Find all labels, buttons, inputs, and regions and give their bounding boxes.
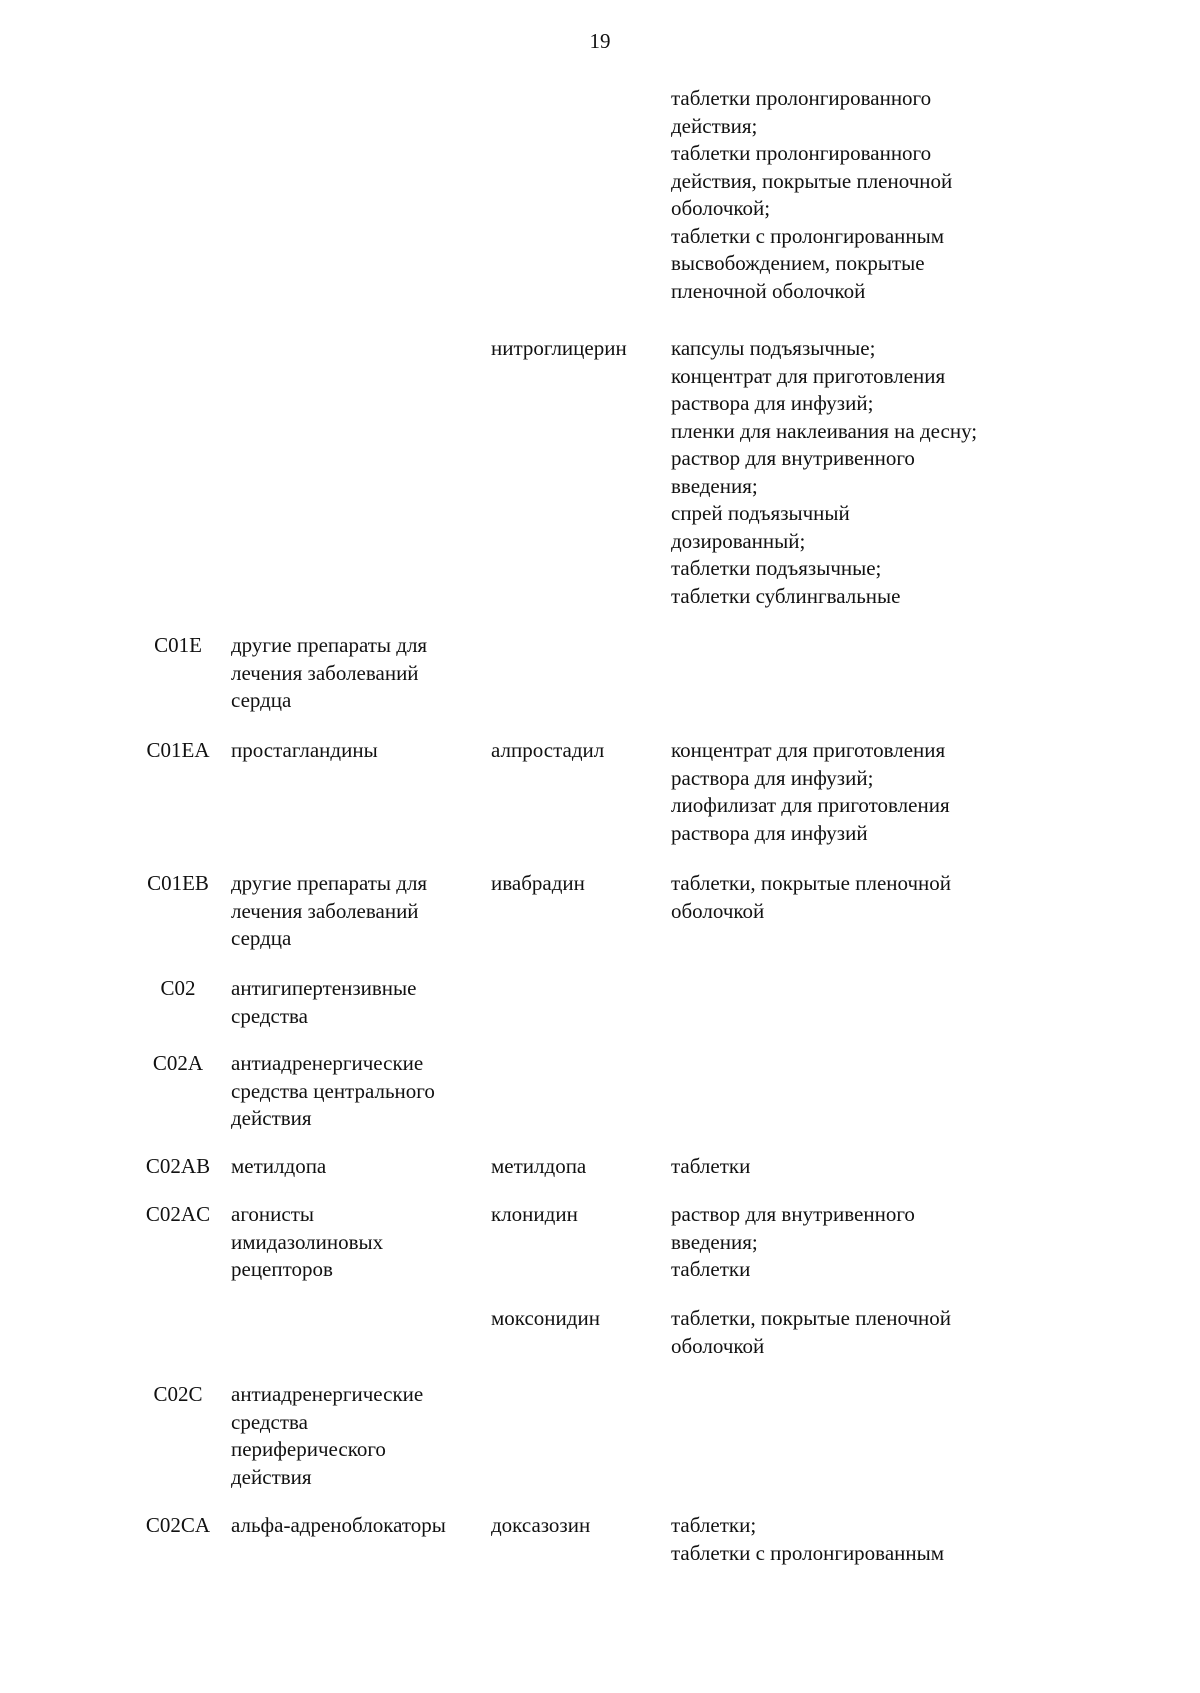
atc-code: C01EB: [147, 871, 209, 895]
dosage-form-line: пленочной оболочкой: [671, 278, 866, 303]
atc-group: [231, 1153, 491, 1181]
dosage-form-line: таблетки с пролонгированным: [671, 223, 945, 248]
dosage-form-line: раствора для инфузий: [671, 820, 868, 845]
atc-group: [231, 870, 491, 953]
atc-group: [231, 1201, 491, 1284]
dosage-forms: [671, 1201, 1041, 1284]
atc-group-line: периферического: [231, 1437, 386, 1461]
dosage-forms: [671, 335, 1041, 610]
atc-group-line: простагландины: [231, 738, 378, 762]
atc-group: [231, 975, 491, 1030]
dosage-forms: [671, 737, 1041, 847]
atc-group-line: средства центрального: [231, 1078, 435, 1103]
dosage-form-line: высвобождением, покрытые: [671, 251, 925, 275]
dosage-forms: [671, 870, 1041, 925]
atc-code: C01EA: [146, 738, 210, 762]
drug-name: моксонидин: [491, 1306, 600, 1330]
atc-group-line: антиадренергические: [231, 1051, 424, 1075]
dosage-form-line: действия;: [671, 113, 758, 138]
dosage-form-line: раствора для инфузий;: [671, 765, 874, 790]
dosage-form-line: введения;: [671, 1229, 758, 1254]
drug-name: нитроглицерин: [491, 336, 627, 360]
atc-group-line: антигипертензивные: [231, 976, 417, 1000]
atc-code: C01E: [154, 633, 202, 657]
atc-group-line: антиадренергические: [231, 1382, 424, 1406]
dosage-forms: [671, 1512, 1041, 1567]
drug-name: алпростадил: [491, 738, 605, 762]
atc-group-line: действия: [231, 1464, 312, 1489]
dosage-form-line: таблетки сублингвальные: [671, 583, 901, 608]
atc-group-line: другие препараты для: [231, 633, 428, 657]
dosage-form-line: таблетки;: [671, 1513, 757, 1537]
dosage-form-line: концентрат для приготовления: [671, 363, 946, 388]
atc-group: [231, 737, 491, 765]
atc-group: [231, 1381, 491, 1491]
drug-name: метилдопа: [491, 1154, 587, 1178]
dosage-form-line: действия, покрытые пленочной: [671, 168, 953, 193]
drug-name: клонидин: [491, 1202, 578, 1226]
dosage-form-line: пленки для наклеивания на десну;: [671, 418, 978, 443]
dosage-form-line: дозированный;: [671, 528, 806, 553]
atc-group-line: средства: [231, 1409, 309, 1434]
atc-code: C02AB: [145, 1154, 211, 1178]
dosage-forms: [671, 1305, 1041, 1360]
dosage-form-line: таблетки подъязычные;: [671, 556, 882, 580]
dosage-form-line: таблетки: [671, 1154, 751, 1178]
drug-name: доксазозин: [491, 1513, 591, 1537]
atc-code: C02AC: [145, 1202, 211, 1226]
atc-code: C02: [160, 976, 196, 1000]
page-number: 19: [589, 29, 611, 53]
atc-code: C02A: [152, 1051, 204, 1075]
drug-name: ивабрадин: [491, 871, 585, 895]
dosage-form-line: капсулы подъязычные;: [671, 336, 876, 360]
atc-group-line: имидазолиновых: [231, 1229, 384, 1254]
dosage-form-line: лиофилизат для приготовления: [671, 793, 950, 817]
dosage-form-line: раствор для внутривенного: [671, 446, 915, 470]
dosage-form-line: таблетки пролонгированного: [671, 141, 932, 165]
atc-code: C02C: [153, 1382, 203, 1406]
dosage-forms: [671, 85, 1041, 305]
atc-group-line: рецепторов: [231, 1257, 333, 1281]
atc-group: [231, 1050, 491, 1133]
atc-group-line: средства: [231, 1003, 309, 1028]
dosage-form-line: раствор для внутривенного: [671, 1202, 915, 1226]
dosage-form-line: оболочкой: [671, 1333, 765, 1358]
dosage-form-line: таблетки, покрытые пленочной: [671, 1306, 952, 1330]
dosage-form-line: раствора для инфузий;: [671, 391, 874, 415]
atc-group: [231, 632, 491, 715]
atc-group-line: другие препараты для: [231, 871, 428, 895]
atc-group-line: сердца: [231, 688, 292, 712]
dosage-form-line: концентрат для приготовления: [671, 738, 946, 762]
dosage-form-line: таблетки пролонгированного: [671, 86, 932, 110]
dosage-form-line: оболочкой;: [671, 196, 771, 220]
atc-group-line: сердца: [231, 926, 292, 950]
atc-group-line: метилдопа: [231, 1154, 327, 1178]
dosage-form-line: спрей подъязычный: [671, 501, 850, 525]
atc-group-line: альфа-адреноблокаторы: [231, 1513, 446, 1537]
atc-group-line: лечения заболеваний: [231, 898, 419, 923]
atc-group-line: агонисты: [231, 1202, 314, 1226]
atc-group: [231, 1512, 491, 1540]
atc-group-line: действия: [231, 1106, 312, 1130]
dosage-form-line: введения;: [671, 473, 758, 498]
dosage-form-line: таблетки с пролонгированным: [671, 1540, 945, 1565]
dosage-forms: [671, 1153, 1041, 1181]
atc-group-line: лечения заболеваний: [231, 660, 419, 685]
dosage-form-line: оболочкой: [671, 898, 765, 923]
dosage-form-line: таблетки: [671, 1257, 751, 1281]
dosage-form-line: таблетки, покрытые пленочной: [671, 871, 952, 895]
atc-code: C02CA: [145, 1513, 211, 1537]
